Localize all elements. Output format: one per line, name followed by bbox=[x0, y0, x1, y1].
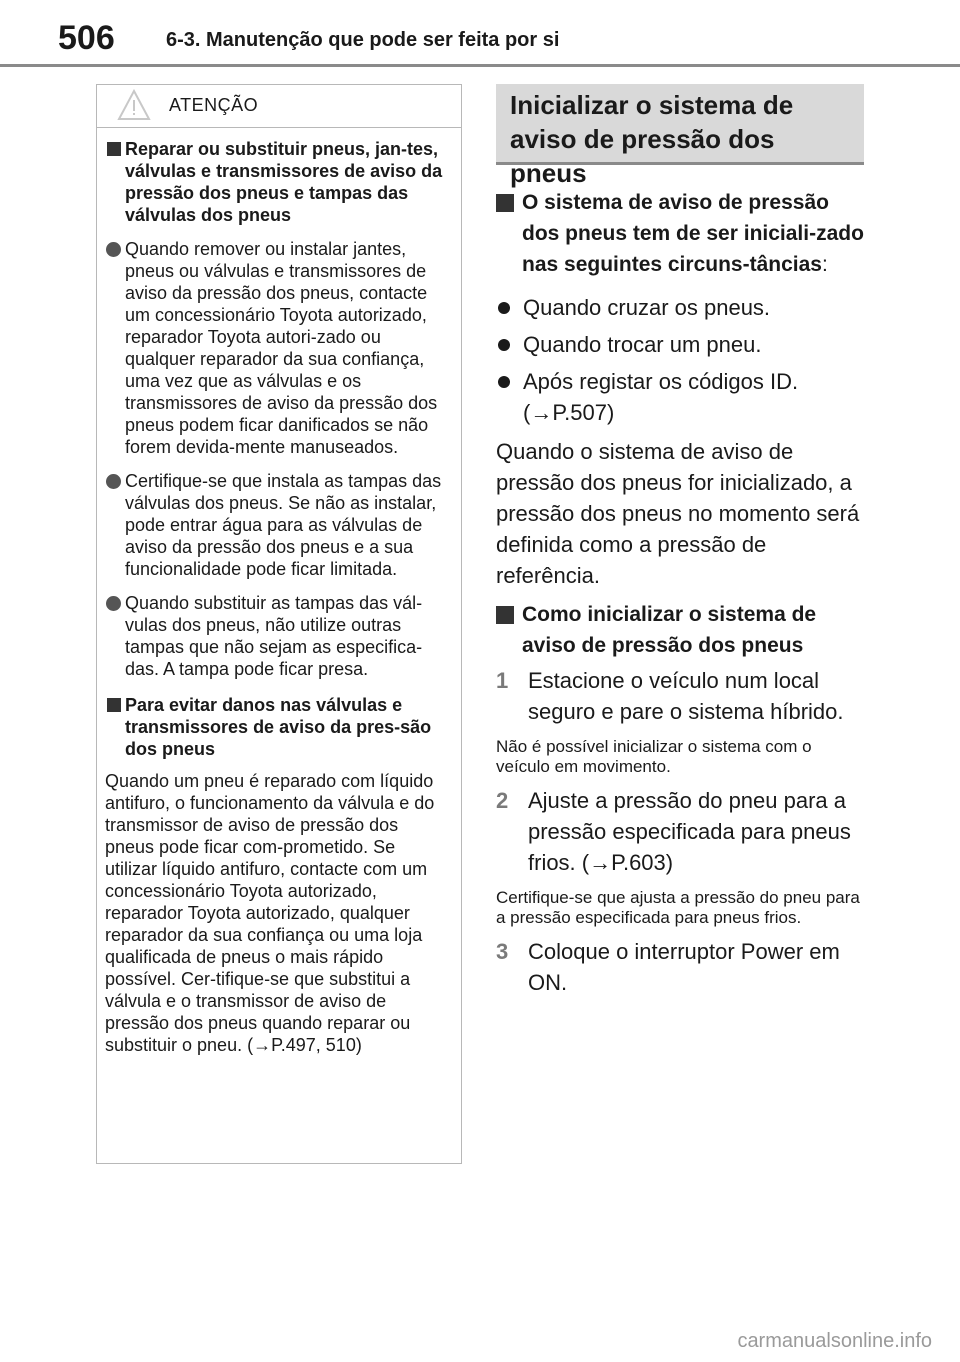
warning-box bbox=[96, 84, 462, 1164]
warning-triangle-icon bbox=[117, 89, 151, 121]
page-number: 506 bbox=[58, 19, 115, 57]
warning-heading-damage-text: Para evitar danos nas válvulas e transmissores de aviso da pres-são dos pneus bbox=[125, 695, 432, 759]
step-text: Estacione o veículo num local seguro e pare o sistema híbrido. bbox=[528, 668, 844, 724]
section-title: 6-3. Manutenção que pode ser feita por si bbox=[166, 29, 560, 51]
round-bullet-icon bbox=[106, 474, 121, 489]
warning-heading-repair bbox=[105, 138, 447, 226]
how-to-initialize-heading bbox=[496, 599, 864, 661]
warning-heading-damage bbox=[105, 694, 447, 760]
square-bullet-icon bbox=[107, 142, 121, 156]
round-bullet-icon bbox=[498, 339, 510, 351]
list-item-text: Quando cruzar os pneus. bbox=[523, 295, 771, 320]
step-2 bbox=[496, 785, 864, 878]
initialize-circumstances-heading bbox=[496, 187, 864, 280]
step-number: 3 bbox=[496, 939, 509, 964]
watermark: carmanualsonline.info bbox=[737, 1330, 932, 1352]
warning-heading-repair-text: Reparar ou substituir pneus, jan-tes, válvulas e transmissores de aviso da pressão dos pneus e tampas das válvulas dos pneus bbox=[125, 139, 443, 225]
section-banner: Inicializar o sistema de aviso de pressão dos pneus bbox=[496, 84, 864, 165]
initialize-circumstances-text: O sistema de aviso de pressão dos pneus tem de ser iniciali-zado nas seguintes circuns-tâncias bbox=[522, 191, 864, 276]
step-text: Coloque o interruptor Power em ON. bbox=[528, 939, 840, 995]
heading-colon: : bbox=[821, 253, 828, 276]
list-item-text: Quando trocar um pneu. bbox=[523, 332, 762, 357]
warning-body bbox=[97, 128, 461, 1056]
step-text: Ajuste a pressão do pneu para a pressão especificada para pneus frios. (→P.603) bbox=[528, 788, 851, 875]
round-bullet-icon bbox=[106, 596, 121, 611]
square-bullet-icon bbox=[496, 194, 514, 212]
step-number: 2 bbox=[496, 788, 509, 813]
list-item-text: Após registar os códigos ID. (→P.507) bbox=[523, 369, 799, 425]
warning-bullet-caps bbox=[105, 470, 447, 580]
right-column bbox=[496, 84, 864, 998]
round-bullet-icon bbox=[498, 302, 510, 314]
step-3 bbox=[496, 936, 864, 998]
warning-bullet-install-text: Quando remover ou instalar jantes, pneus ou válvulas e transmissores de aviso da pressão dos pneus, contacte um concessionário Toyota autorizado, reparador Toyota autori-zado ou qualquer reparador da sua confiança, uma vez que as válvulas e os transmissores de aviso da pressão dos pneus podem ficar danificados se não forem devida-mente manuseados. bbox=[125, 239, 438, 457]
warning-paragraph: Quando um pneu é reparado com líquido antifuro, o funcionamento da válvula e do transmissor de aviso de pressão dos pneus pode ficar com-prometido. Se utilizar líquido antifuro, contacte com um concessionário Toyota autorizado, reparador Toyota autorizado, qualquer reparador da sua confiança ou uma loja qualificada de pneus o mais rápido possível. Cer-tifique-se que substitui a válvula e o transmissor de aviso de pressão dos pneus quando reparar ou substituir o pneu. (→P.497, 510) bbox=[105, 771, 435, 1055]
warning-bullet-caps-text: Certifique-se que instala as tampas das válvulas dos pneus. Se não as instalar, pode entrar água para as válvulas de aviso da pressão dos pneus e a sua funcionalidade pode ficar limitada. bbox=[125, 471, 442, 579]
initialize-paragraph: Quando o sistema de aviso de pressão dos pneus for inicializado, a pressão dos pneus no momento será definida como a pressão de referência. bbox=[496, 439, 860, 588]
how-to-initialize-text: Como inicializar o sistema de aviso de pressão dos pneus bbox=[522, 603, 817, 657]
warning-header bbox=[97, 85, 461, 128]
note-text: Certifique-se que ajusta a pressão do pneu para a pressão especificada para pneus frios. bbox=[496, 888, 860, 927]
warning-bullet-replace-caps bbox=[105, 592, 447, 680]
square-bullet-icon bbox=[107, 698, 121, 712]
list-item bbox=[496, 366, 864, 428]
warning-label: ATENÇÃO bbox=[169, 95, 259, 115]
step-1 bbox=[496, 665, 864, 727]
step-number: 1 bbox=[496, 668, 509, 693]
warning-bullet-replace-caps-text: Quando substituir as tampas das vál-vulas dos pneus, não utilize outras tampas que não sejam as especifica-das. A tampa pode ficar presa. bbox=[125, 593, 423, 679]
header-divider bbox=[0, 64, 960, 67]
list-item bbox=[496, 292, 864, 323]
round-bullet-icon bbox=[106, 242, 121, 257]
round-bullet-icon bbox=[498, 376, 510, 388]
square-bullet-icon bbox=[496, 606, 514, 624]
warning-bullet-install bbox=[105, 238, 447, 458]
list-item bbox=[496, 329, 864, 360]
note-text: Não é possível inicializar o sistema com o veículo em movimento. bbox=[496, 737, 812, 776]
